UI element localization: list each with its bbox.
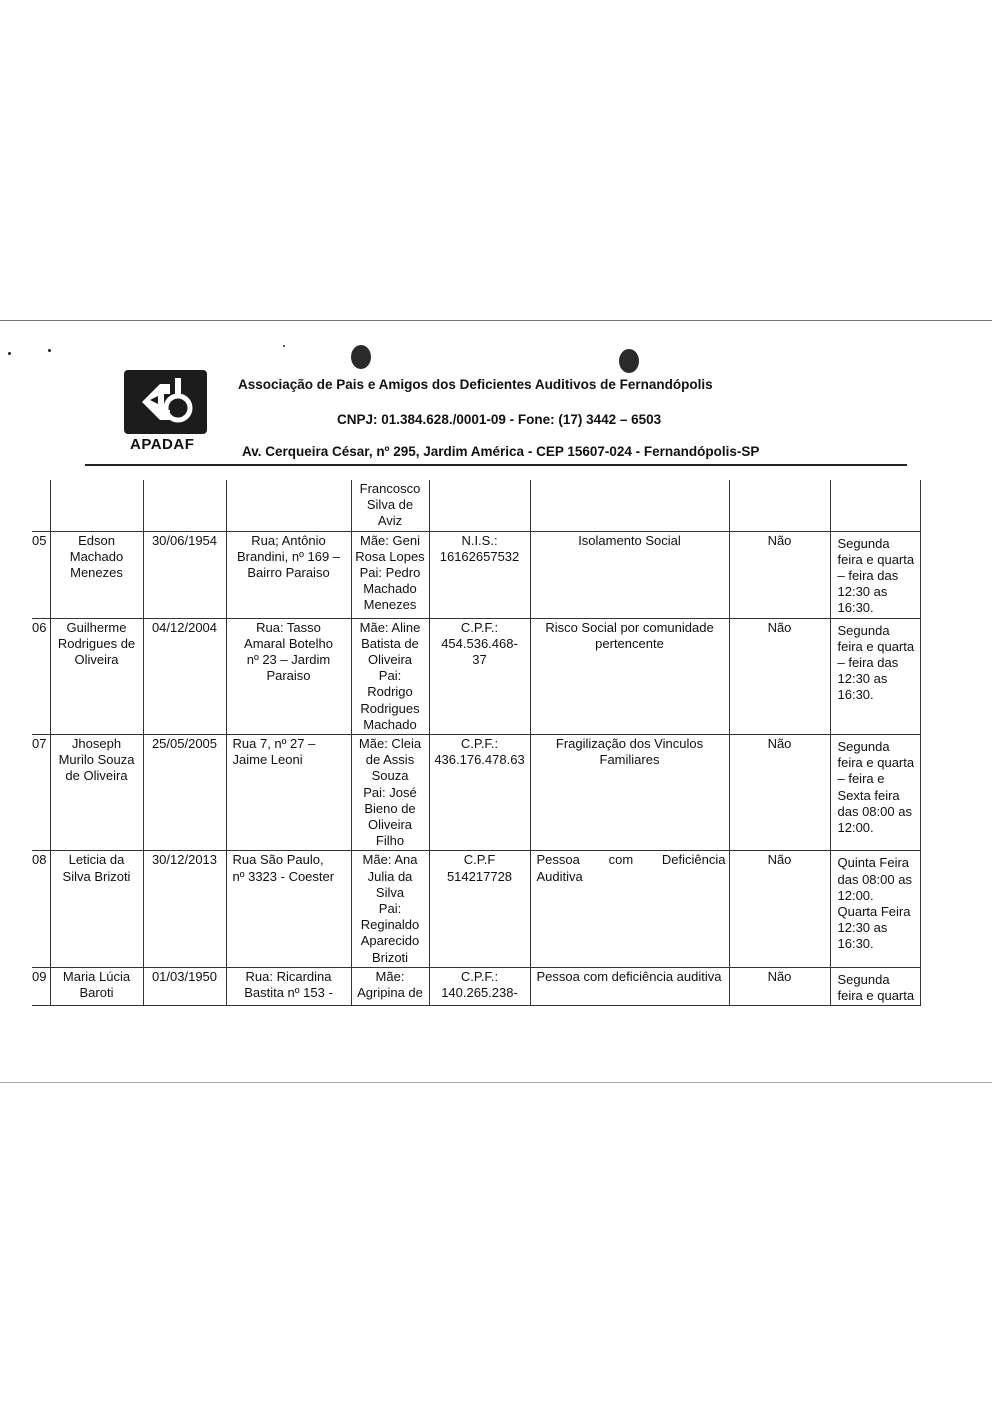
schedule-line: feira e quarta [837, 551, 915, 567]
filiation-line: Rosa Lopes [355, 548, 425, 564]
schedule-line: feira e quarta [837, 755, 915, 771]
scan-speck [48, 349, 51, 352]
cell-flag: Não [729, 531, 830, 618]
document-line: 140.265.238- [441, 985, 518, 1001]
cell-schedule [830, 735, 920, 851]
schedule-line: Segunda [837, 739, 890, 755]
address-line: Rua 7, nº 27 – [232, 736, 316, 752]
cell-birth: 25/05/2005 [143, 735, 226, 851]
schedule-line: das 08:00 as [837, 803, 912, 819]
address-line: Jaime Leoni [232, 752, 303, 768]
cell-birth: 04/12/2004 [143, 618, 226, 734]
filiation-line: Mãe: Geni [360, 532, 420, 548]
header-divider [85, 464, 907, 466]
address-line: Amaral Botelho [244, 635, 333, 651]
punch-hole-left [351, 345, 371, 369]
cell-address [226, 967, 351, 1005]
table-row-continuation [32, 480, 920, 531]
name-line: Maria Lúcia [62, 968, 131, 984]
name-line: Leticia da [68, 852, 125, 868]
cell-schedule [830, 851, 920, 967]
filiation-line: Brizoti [371, 949, 409, 965]
filiation-line: Reginaldo [360, 917, 420, 933]
name-line: Oliveira [74, 652, 119, 668]
cell-document [429, 480, 530, 531]
schedule-line: 16:30. [837, 936, 874, 952]
filiation-line: Pai: Rodrigo [367, 668, 413, 700]
filiation-line: Francosco [359, 481, 421, 496]
cell-filiation [351, 618, 429, 734]
filiation-line: Rodrigues [360, 700, 420, 716]
cell-schedule [830, 480, 920, 531]
cell-filiation [351, 967, 429, 1005]
filiation-line: Mãe: Aline [359, 619, 421, 635]
address-line: Bastita nº 153 - [244, 985, 333, 1001]
schedule-line: 16:30. [837, 600, 874, 616]
filiation-line: Mãe: Ana [362, 852, 418, 868]
cell-number: 06 [32, 618, 50, 734]
cell-document [429, 735, 530, 851]
filiation-line: Batista de [361, 635, 419, 651]
cnpj-phone-line: CNPJ: 01.384.628./0001-09 - Fone: (17) 3442 – 6503 [337, 412, 662, 427]
document-line: C.P.F [463, 852, 496, 868]
cell-birth: 30/12/2013 [143, 851, 226, 967]
scan-top-edge [0, 320, 992, 321]
cell-flag: Não [729, 851, 830, 967]
cell-schedule [830, 531, 920, 618]
cell-flag [729, 480, 830, 531]
cell-birth: 01/03/1950 [143, 967, 226, 1005]
cell-number: 05 [32, 531, 50, 618]
table-row [32, 618, 920, 734]
schedule-line: Segunda [837, 622, 890, 638]
cell-flag: Não [729, 618, 830, 734]
document-line: C.P.F.: [460, 968, 499, 984]
cell-birth [143, 480, 226, 531]
filiation-line: Menezes [363, 597, 417, 613]
address-line: Av. Cerqueira César, nº 295, Jardim América - CEP 15607-024 - Fernandópolis-SP [242, 444, 760, 459]
address-line: Rua: Tasso [256, 619, 321, 635]
cell-schedule [830, 967, 920, 1005]
name-line: de Oliveira [65, 768, 128, 784]
cell-schedule [830, 618, 920, 734]
document-line: C.P.F.: [460, 736, 499, 752]
cell-address [226, 531, 351, 618]
cell-name [50, 735, 143, 851]
cell-flag: Não [729, 735, 830, 851]
cell-filiation [351, 735, 429, 851]
cell-flag: Não [729, 967, 830, 1005]
schedule-line: 12:30 as [837, 671, 888, 687]
address-line: nº 3323 - Coester [232, 868, 335, 884]
name-line: Machado [69, 548, 124, 564]
records-table [32, 480, 921, 1006]
cell-document [429, 967, 530, 1005]
document-line: 37 [472, 652, 487, 668]
apadaf-logo [124, 370, 207, 434]
filiation-line: Pai: [378, 901, 402, 917]
cell-filiation [351, 851, 429, 967]
document-line: C.P.F.: [460, 619, 499, 635]
document-line: N.I.S.: [461, 532, 498, 548]
schedule-line: Segunda [837, 971, 890, 987]
schedule-line: Quinta Feira [837, 855, 910, 871]
cell-name [50, 851, 143, 967]
scan-bottom-edge [0, 1082, 992, 1083]
cell-reason [530, 531, 729, 618]
name-line: Jhoseph [71, 736, 122, 752]
name-line: Baroti [79, 985, 114, 1001]
document-line: 454.536.468- [441, 635, 518, 651]
address-line: Rua; Antônio [251, 532, 326, 548]
filiation-line: Agripina de [357, 985, 423, 1001]
name-line: Rodrigues de [57, 635, 136, 651]
filiation-line: Oliveira [367, 817, 413, 833]
cell-number: 08 [32, 851, 50, 967]
schedule-line: 16:30. [837, 687, 874, 703]
cell-reason [530, 967, 729, 1005]
address-line: Bairro Paraiso [247, 565, 330, 581]
reason-line: Pessoa com deficiência auditiva [536, 968, 722, 984]
filiation-line: Oliveira [367, 652, 413, 668]
table-row [32, 735, 920, 851]
table-row [32, 531, 920, 618]
cell-name [50, 967, 143, 1005]
schedule-line: 12:00. [837, 820, 874, 836]
name-line: Silva Brizoti [62, 868, 131, 884]
document-line: 436.176.478.63 [434, 752, 525, 768]
cell-name [50, 531, 143, 618]
filiation-line: Aviz [377, 513, 403, 529]
filiation-line: Julia da [367, 868, 413, 884]
reason-line: Familiares [599, 752, 660, 768]
filiation-line: Mãe: [375, 968, 405, 984]
schedule-line: Segunda [837, 535, 890, 551]
schedule-line: Sexta feira [837, 787, 900, 803]
schedule-line: – feira das [837, 655, 899, 671]
reason-line: Auditiva [536, 868, 583, 884]
cell-document [429, 851, 530, 967]
schedule-line: – feira das [837, 568, 899, 584]
schedule-line: 12:30 as [837, 920, 888, 936]
schedule-line: das 08:00 as [837, 871, 912, 887]
reason-line: Fragilização dos Vinculos [555, 736, 704, 752]
filiation-line: Aparecido [360, 933, 420, 949]
address-line: Brandini, nº 169 – [236, 548, 341, 564]
name-line: Menezes [70, 565, 123, 581]
name-line: Guilherme [66, 619, 127, 635]
cell-address [226, 851, 351, 967]
schedule-line: Quarta Feira [837, 904, 911, 920]
cell-number [32, 480, 50, 531]
schedule-line: – feira e [837, 771, 885, 787]
scan-speck [283, 345, 285, 347]
cell-number: 09 [32, 967, 50, 1005]
cell-document [429, 618, 530, 734]
cell-filiation [351, 531, 429, 618]
schedule-line: 12:30 as [837, 584, 888, 600]
document-line: 16162657532 [439, 548, 520, 564]
address-line: Paraiso [266, 668, 311, 684]
organization-name: Associação de Pais e Amigos dos Deficientes Auditivos de Fernandópolis [238, 377, 713, 392]
name-line: Murilo Souza [58, 752, 135, 768]
table-row [32, 851, 920, 967]
cell-reason [530, 618, 729, 734]
reason-line: pertencente [595, 635, 664, 651]
filiation-line: Mãe: Cleia [358, 736, 422, 752]
table-row [32, 967, 920, 1005]
reason-line: Risco Social por comunidade [545, 619, 714, 635]
cell-number: 07 [32, 735, 50, 851]
cell-address [226, 735, 351, 851]
filiation-line: Silva [375, 884, 405, 900]
cell-document [429, 531, 530, 618]
cell-name [50, 618, 143, 734]
cell-reason [530, 480, 729, 531]
filiation-line: Machado [363, 716, 417, 732]
schedule-line: feira e quarta [837, 638, 915, 654]
filiation-line: Silva de [366, 497, 414, 513]
filiation-line: Pai: Pedro [359, 565, 421, 581]
logo-text: APADAF [130, 436, 195, 453]
schedule-line: 12:00. [837, 887, 874, 903]
filiation-line: Filho [375, 833, 405, 849]
cell-address [226, 480, 351, 531]
name-line: Edson [78, 532, 115, 548]
scan-speck [8, 352, 11, 355]
cell-birth: 30/06/1954 [143, 531, 226, 618]
schedule-line: feira e quarta [837, 988, 915, 1004]
cell-name [50, 480, 143, 531]
reason-line: Pessoa com Deficiência [536, 852, 726, 868]
cell-reason [530, 851, 729, 967]
filiation-line: Pai: José [363, 784, 417, 800]
filiation-line: Machado [363, 581, 417, 597]
document-line: 514217728 [446, 868, 513, 884]
cell-reason [530, 735, 729, 851]
filiation-line: de Assis [365, 752, 415, 768]
punch-hole-right [619, 349, 639, 373]
filiation-line: Souza [371, 768, 409, 784]
cell-filiation [351, 480, 429, 531]
address-line: Rua São Paulo, [232, 852, 324, 868]
address-line: nº 23 – Jardim [246, 652, 331, 668]
address-line: Rua: Ricardina [245, 968, 332, 984]
cell-address [226, 618, 351, 734]
reason-line: Isolamento Social [578, 532, 681, 548]
filiation-line: Bieno de [364, 800, 416, 816]
